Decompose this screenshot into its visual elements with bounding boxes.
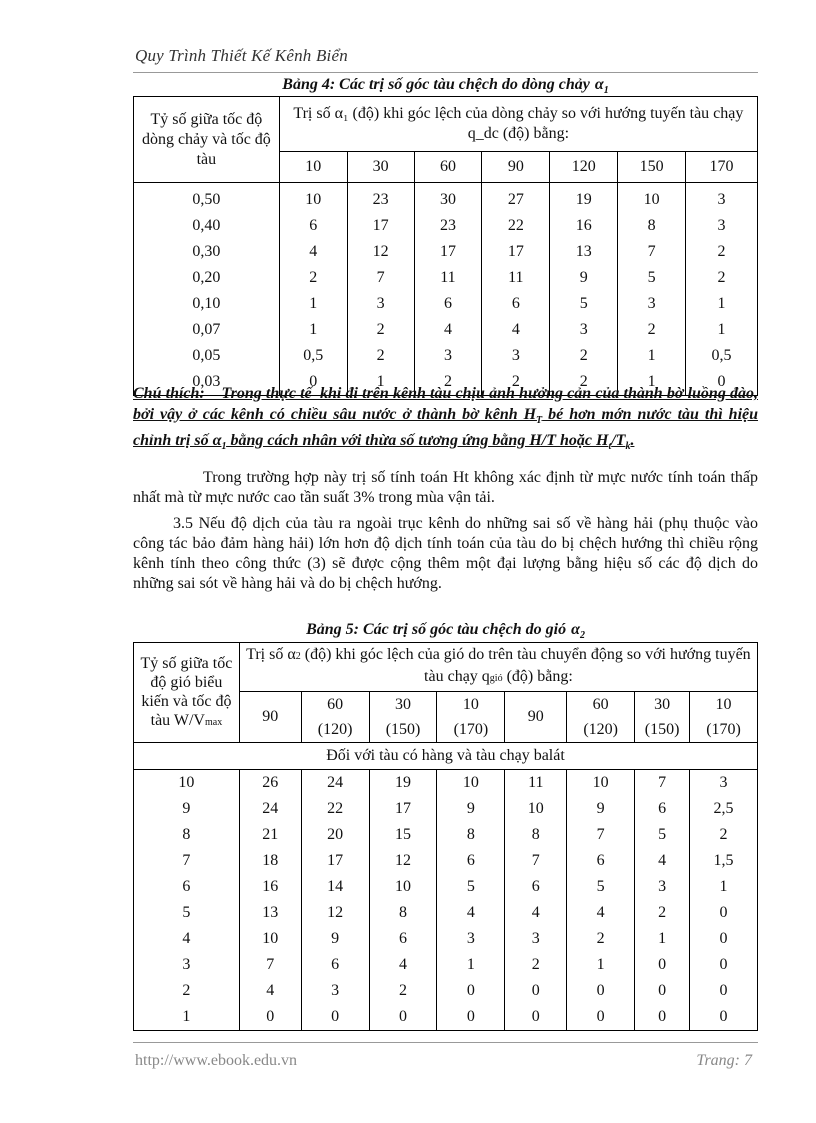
table5-group-label: Đối với tàu có hàng và tàu chạy balát: [134, 743, 758, 770]
table5-value-cell: 15: [369, 822, 437, 848]
table5-value-cell: 6: [369, 926, 437, 952]
table4-angle-header: 150: [618, 152, 686, 183]
table5-value-cell: 0: [690, 926, 758, 952]
table4-value-cell: 1: [309, 321, 318, 338]
table4-value-cell: 2: [550, 369, 618, 396]
table5-ratio-cell: 9: [134, 796, 240, 822]
table4-ratio-cell: 0,10: [134, 291, 280, 317]
table4-value-cell: 0,5: [303, 347, 324, 364]
table5-value-cell: 6: [635, 796, 690, 822]
table5-value-cell: 0: [505, 978, 567, 1004]
table4-value-cell: 6: [414, 291, 482, 317]
table5-ratio-cell: 3: [134, 952, 240, 978]
table4-value-cell: 9: [550, 265, 618, 291]
table4-value-cell: 11: [482, 265, 550, 291]
table5-value-cell: 0: [437, 1004, 505, 1031]
table4-row: [134, 343, 758, 369]
table5-value-cell: 17: [301, 848, 369, 874]
table4-top-header: Trị số α₁ (độ) khi góc lệch của dòng chảy so với hướng tuyến tàu chạy q_dc (độ) bằng:: [293, 105, 744, 142]
table4-value-cell: 10: [618, 183, 686, 214]
table5-row: [134, 978, 758, 1004]
table5-value-cell: 4: [437, 900, 505, 926]
table5-ratio-cell: 10: [134, 770, 240, 797]
table5-value-cell: 2: [690, 822, 758, 848]
table5-value-cell: 7: [567, 822, 635, 848]
table5-value-cell: 6: [567, 848, 635, 874]
table5-value-cell: 7: [635, 770, 690, 797]
table4-value-cell: 23: [347, 183, 414, 214]
table5-value-cell: 2: [635, 900, 690, 926]
table4-value-cell: 2: [686, 265, 758, 291]
table5-value-cell: 7: [505, 848, 567, 874]
table4-ratio-cell: 0,03: [134, 369, 280, 396]
table4-value-cell: 23: [414, 213, 482, 239]
table5-top-header: Trị số α2 (độ) khi góc lệch của gió do trên tàu chuyển động so với hướng tuyến tàu chạy qgió (độ) bằng:: [239, 643, 757, 692]
table5-caption-text: Bảng 5: Các trị số góc tàu chệch do gió: [306, 621, 567, 638]
table4-value-cell: 30: [414, 183, 482, 214]
table4-note: Chú thích: Trong thực tế khi đi trên kênh tàu chịu ảnh hưởng cản của thành bờ luồng đào, bởi vậy ở các kênh có chiều sâu nước ở thành bờ kênh $H_T$ bé hơn mớn nước tàu thì hiệu chỉnh trị số $\alpha_1$ bằng cách nhân với thừa số tương ứng bằng H/T hoặc $H_t/T_k$.: [133, 385, 759, 453]
table5-ratio-cell: 2: [134, 978, 240, 1004]
table5-value-cell: 1,5: [690, 848, 758, 874]
table5-row: [134, 770, 758, 797]
table4-value-cell: 1: [618, 343, 686, 369]
table5-value-cell: 2: [567, 926, 635, 952]
table5-value-cell: 0: [437, 978, 505, 1004]
table5-row: [134, 796, 758, 822]
table5-value-cell: 5: [437, 874, 505, 900]
table4-value-cell: 17: [347, 213, 414, 239]
table4-value-cell: 3: [550, 317, 618, 343]
table4-value-cell: 12: [347, 239, 414, 265]
table5-value-cell: 10: [567, 770, 635, 797]
table5-value-cell: 0: [567, 978, 635, 1004]
table4-row: [134, 291, 758, 317]
table5-value-cell: 6: [301, 952, 369, 978]
table5-value-cell: 0: [635, 1004, 690, 1031]
table5-ratio-cell: 7: [134, 848, 240, 874]
table4-angle-header: 30: [347, 152, 414, 183]
table5-angle-header: 90: [239, 692, 301, 743]
table5-value-cell: 10: [505, 796, 567, 822]
table5-angle-header: 30: [635, 692, 690, 719]
table5-value-cell: 22: [301, 796, 369, 822]
table5-value-cell: 16: [239, 874, 301, 900]
table5-value-cell: 0: [635, 978, 690, 1004]
table4-angle-header: 10: [279, 152, 347, 183]
table4-value-cell: 2: [309, 269, 318, 286]
table4-value-cell: 0,5: [686, 343, 758, 369]
table5-value-cell: 3: [690, 770, 758, 797]
table4-angle-header: 120: [550, 152, 618, 183]
table5-value-cell: 0: [301, 1004, 369, 1031]
footer-url-link[interactable]: http://www.ebook.edu.vn: [135, 1052, 298, 1069]
table4-value-cell: 8: [618, 213, 686, 239]
table5-row: [134, 874, 758, 900]
table5-ratio-cell: 4: [134, 926, 240, 952]
table5-value-cell: 3: [301, 978, 369, 1004]
table5-value-cell: 9: [437, 796, 505, 822]
table5-side-header: Tỷ số giữa tốc độ gió biểu kiến và tốc độ tàu W/Vmax: [134, 643, 240, 743]
table4-caption-symbol: $\alpha_1$: [594, 76, 609, 97]
table4-value-cell: 1: [686, 317, 758, 343]
table4-value-cell: 0: [686, 369, 758, 396]
table5-angle-paren: (170): [690, 718, 758, 743]
table5-value-cell: 0: [239, 1004, 301, 1031]
table4-value-cell: 2: [347, 343, 414, 369]
table5-caption: [133, 621, 758, 641]
table5-value-cell: 4: [505, 900, 567, 926]
table4-value-cell: 2: [550, 343, 618, 369]
table5-value-cell: 0: [369, 1004, 437, 1031]
table5-value-cell: 24: [301, 770, 369, 797]
table5-ratio-cell: 5: [134, 900, 240, 926]
table5-angle-header: 10: [690, 692, 758, 719]
table4-row: [134, 317, 758, 343]
table4-value-cell: 16: [550, 213, 618, 239]
table4-caption-text: Bảng 4: Các trị số góc tàu chệch do dòng chảy: [282, 76, 590, 93]
table5-value-cell: 2,5: [690, 796, 758, 822]
table5-value-cell: 5: [635, 822, 690, 848]
table5-angle-paren: (120): [301, 718, 369, 743]
table5-ratio-cell: 8: [134, 822, 240, 848]
table5-value-cell: 9: [301, 926, 369, 952]
table4-value-cell: 1: [347, 369, 414, 396]
table4-value-cell: 3: [686, 213, 758, 239]
table4-value-cell: 4: [309, 243, 318, 260]
table4-angle-header: 60: [414, 152, 482, 183]
table4-value-cell: 19: [550, 183, 618, 214]
table4-value-cell: 2: [686, 239, 758, 265]
table5-value-cell: 19: [369, 770, 437, 797]
table5-value-cell: 1: [635, 926, 690, 952]
table4-ratio-cell: 0,40: [134, 213, 280, 239]
table4-value-cell: 5: [618, 265, 686, 291]
table5-value-cell: 21: [239, 822, 301, 848]
table5-angle-paren: (120): [567, 718, 635, 743]
table4-angle-header: 170: [686, 152, 758, 183]
table4-value-cell: 22: [482, 213, 550, 239]
table5-value-cell: 18: [239, 848, 301, 874]
table5-value-cell: 11: [505, 770, 567, 797]
table5-value-cell: 0: [567, 1004, 635, 1031]
table5-value-cell: 13: [239, 900, 301, 926]
table4-value-cell: 7: [618, 239, 686, 265]
table5-value-cell: 3: [635, 874, 690, 900]
table5-value-cell: 5: [567, 874, 635, 900]
table5-ratio-cell: 1: [134, 1004, 240, 1031]
table4-value-cell: 0: [309, 373, 318, 390]
table4-row: [134, 239, 758, 265]
table5-value-cell: 6: [505, 874, 567, 900]
table4-row: [134, 265, 758, 291]
table4-value-cell: 11: [414, 265, 482, 291]
table5-value-cell: 1: [567, 952, 635, 978]
table5-row: [134, 822, 758, 848]
table5-value-cell: 17: [369, 796, 437, 822]
table5-value-cell: 0: [690, 1004, 758, 1031]
table4-ratio-cell: 0,05: [134, 343, 280, 369]
table5-value-cell: 24: [239, 796, 301, 822]
table4-value-cell: 7: [347, 265, 414, 291]
table4-ratio-cell: 0,20: [134, 265, 280, 291]
table5-value-cell: 9: [567, 796, 635, 822]
table4-row: [134, 213, 758, 239]
table5-row: [134, 900, 758, 926]
table4-row: [134, 183, 758, 214]
table5-value-cell: 3: [437, 926, 505, 952]
table4-value-cell: 3: [618, 291, 686, 317]
table5-value-cell: 8: [437, 822, 505, 848]
table4-value-cell: 2: [482, 369, 550, 396]
page-number: Trang: 7: [696, 1052, 752, 1069]
table5-value-cell: 6: [437, 848, 505, 874]
table5-row: [134, 848, 758, 874]
table5-value-cell: 7: [239, 952, 301, 978]
table4-value-cell: 2: [414, 369, 482, 396]
table5-angle-paren: (150): [635, 718, 690, 743]
table5-value-cell: 4: [567, 900, 635, 926]
table5-row: [134, 952, 758, 978]
table5-value-cell: 10: [369, 874, 437, 900]
table5-value-cell: 2: [369, 978, 437, 1004]
table4-value-cell: 27: [482, 183, 550, 214]
table4-side-header: Tỷ số giữa tốc độ dòng chảy và tốc độ tàu: [134, 97, 280, 183]
table5-value-cell: 3: [505, 926, 567, 952]
table5-value-cell: 0: [690, 952, 758, 978]
table5-ratio-cell: 6: [134, 874, 240, 900]
table4-value-cell: 4: [482, 317, 550, 343]
table5-value-cell: 1: [690, 874, 758, 900]
table4-value-cell: 1: [309, 295, 318, 312]
table4-value-cell: 3: [347, 291, 414, 317]
table4-value-cell: 6: [309, 217, 318, 234]
table5-angle-header: 10: [437, 692, 505, 719]
table4-value-cell: 3: [414, 343, 482, 369]
table5-row: [134, 926, 758, 952]
table5-value-cell: 4: [239, 978, 301, 1004]
table5-angle-header: 60: [567, 692, 635, 719]
table4-value-cell: 2: [618, 317, 686, 343]
table5-value-cell: 12: [301, 900, 369, 926]
table5-value-cell: 8: [505, 822, 567, 848]
table5-value-cell: 0: [690, 900, 758, 926]
table4-value-cell: 17: [482, 239, 550, 265]
table5-value-cell: 26: [239, 770, 301, 797]
table4-ratio-cell: 0,07: [134, 317, 280, 343]
table4-caption: [133, 76, 758, 96]
table5-value-cell: 1: [437, 952, 505, 978]
table5-angle-header: 90: [505, 692, 567, 743]
table5-value-cell: 20: [301, 822, 369, 848]
table5-angle-paren: (170): [437, 718, 505, 743]
table4-value-cell: 10: [305, 191, 322, 208]
table4-value-cell: 3: [482, 343, 550, 369]
table4-value-cell: 6: [482, 291, 550, 317]
table4-value-cell: 17: [414, 239, 482, 265]
table4-ratio-cell: 0,50: [134, 183, 280, 214]
table5-angle-header: 60: [301, 692, 369, 719]
table5-value-cell: 10: [437, 770, 505, 797]
table5-value-cell: 12: [369, 848, 437, 874]
table5-value-cell: 0: [690, 978, 758, 1004]
table5-value-cell: 8: [369, 900, 437, 926]
table4-value-cell: 3: [686, 183, 758, 214]
footer-rule: [133, 1042, 758, 1043]
table4-value-cell: 5: [550, 291, 618, 317]
paragraph-3-5: 3.5 Nếu độ dịch của tàu ra ngoài trục kênh do những sai số về hàng hải (phụ thuộc vào công tác bảo đảm hàng hải) lớn hơn độ dịch tính toán của tàu do bị chệch hướng thì chiều rộng kênh tính theo công thức (3) sẽ được cộng thêm một đại lượng bằng hiệu số các độ dịch do những sai sót về hàng hải và do bị chệch hướng.: [133, 515, 758, 592]
table5-value-cell: 14: [301, 874, 369, 900]
table5-caption-symbol: $\alpha_2$: [571, 621, 585, 642]
table5-value-cell: 2: [505, 952, 567, 978]
table4-value-cell: 2: [347, 317, 414, 343]
table4-ratio-cell: 0,30: [134, 239, 280, 265]
table4: [133, 96, 758, 396]
table5-value-cell: 0: [635, 952, 690, 978]
table5-value-cell: 4: [635, 848, 690, 874]
table4-value-cell: 1: [686, 291, 758, 317]
table4-value-cell: 1: [618, 369, 686, 396]
table5: [133, 642, 758, 1031]
table5-value-cell: 0: [505, 1004, 567, 1031]
table5-angle-paren: (150): [369, 718, 437, 743]
table5-row: [134, 1004, 758, 1031]
table5-value-cell: 4: [369, 952, 437, 978]
paragraph-note-continuation: Trong trường hợp này trị số tính toán Ht không xác định từ mực nước tính toán thấp nhất mà từ mực nước cao tần suất 3% trong mùa vận tải.: [133, 469, 758, 506]
header-rule: [133, 72, 758, 73]
table5-value-cell: 10: [239, 926, 301, 952]
table4-angle-header: 90: [482, 152, 550, 183]
table5-angle-header: 30: [369, 692, 437, 719]
page-header: Quy Trình Thiết Kế Kênh Biển: [135, 46, 348, 65]
table4-value-cell: 4: [414, 317, 482, 343]
table4-value-cell: 13: [550, 239, 618, 265]
